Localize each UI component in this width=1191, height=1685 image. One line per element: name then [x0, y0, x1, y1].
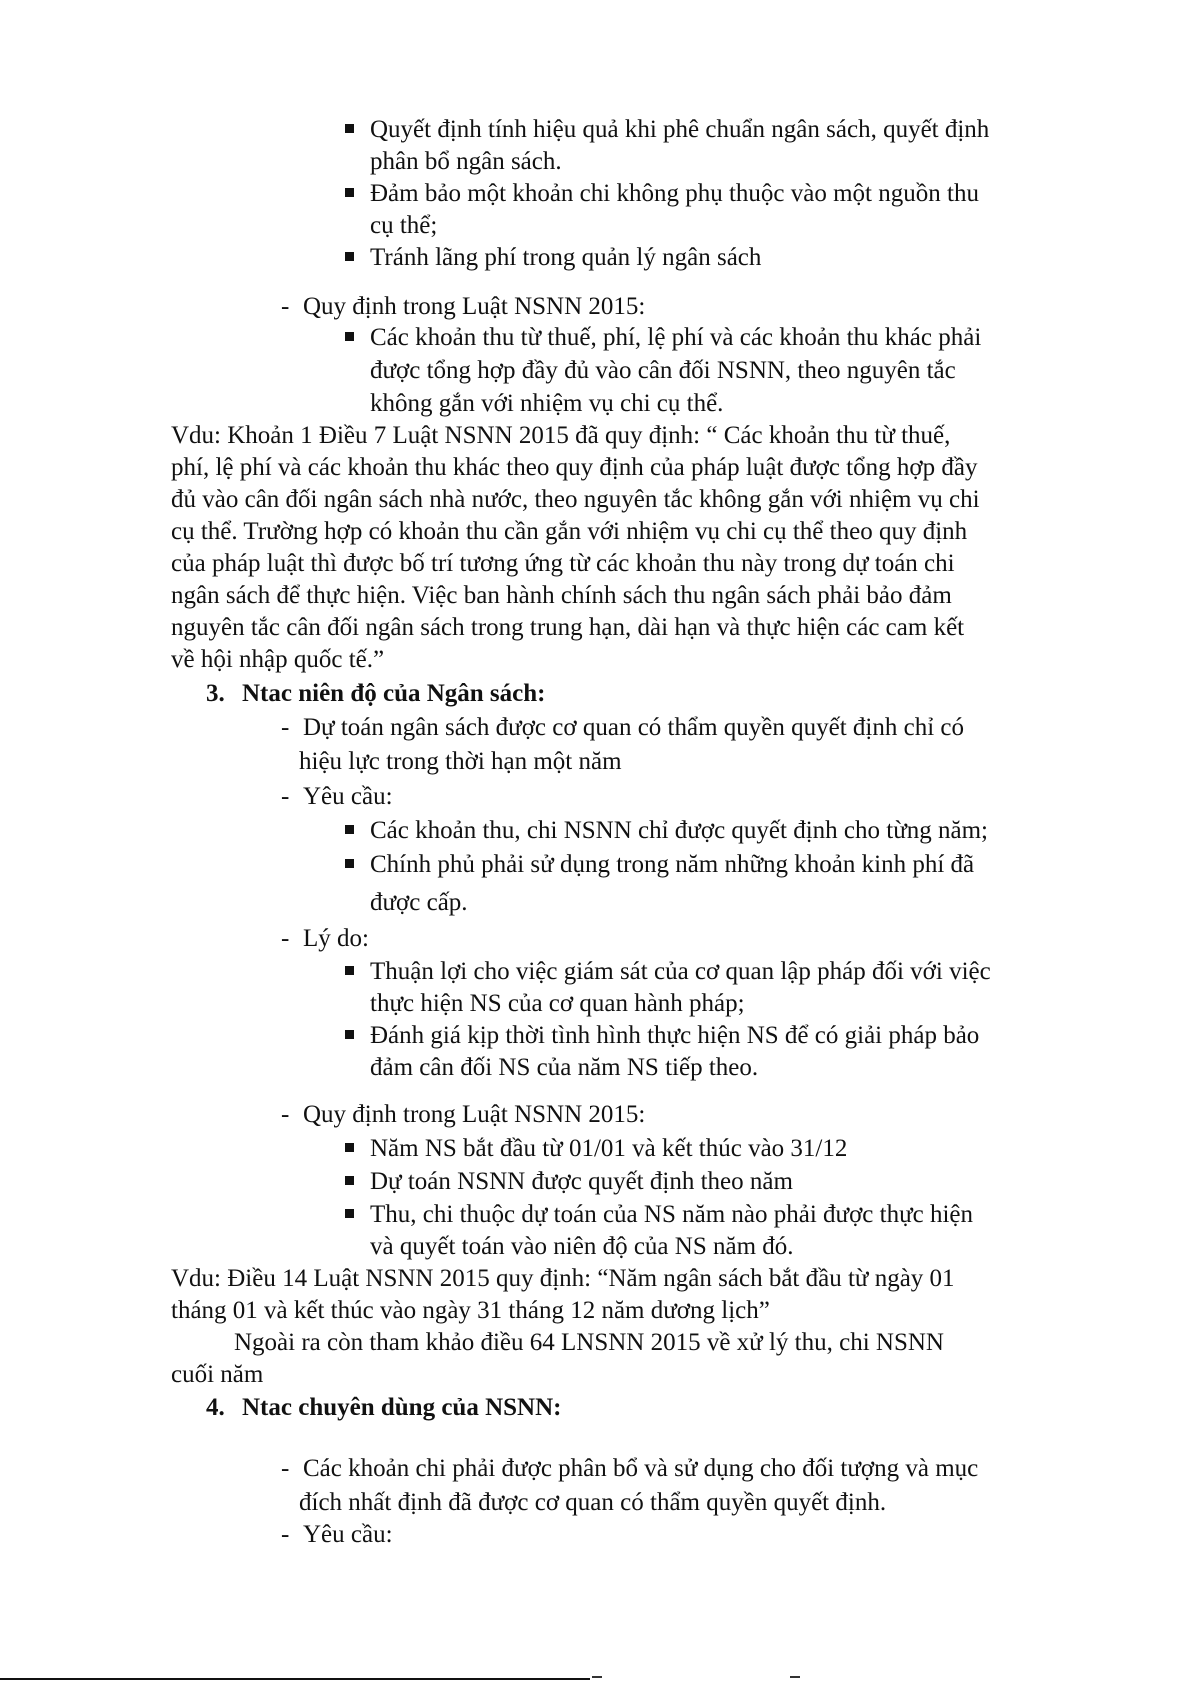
bullet-square	[345, 825, 354, 834]
footer-mark	[790, 1676, 800, 1678]
bullet-text: Tránh lãng phí trong quản lý ngân sách	[370, 244, 762, 271]
bullet-text: phân bổ ngân sách.	[370, 148, 562, 175]
bullet-text: Đảm bảo một khoản chi không phụ thuộc vào một nguồn thu	[370, 180, 979, 207]
bullet-text: Quyết định tính hiệu quả khi phê chuẩn ngân sách, quyết định	[370, 116, 990, 143]
bullet-square	[345, 332, 354, 341]
dash-marker: -	[281, 714, 290, 741]
paragraph-line: của pháp luật thì được bố trí tương ứng từ các khoản thu này trong dự toán chi	[171, 550, 955, 577]
bullet-text: Thu, chi thuộc dự toán của NS năm nào phải được thực hiện	[370, 1201, 974, 1228]
section-heading: Ntac chuyên dùng của NSNN:	[242, 1394, 562, 1421]
bullet-text: Chính phủ phải sử dụng trong năm những khoản kinh phí đã	[370, 851, 975, 878]
bullet-text: được tổng hợp đầy đủ vào cân đối NSNN, theo nguyên tắc	[370, 357, 956, 384]
bullet-square	[345, 859, 354, 868]
bullet-square	[345, 966, 354, 975]
bullet-text: Dự toán NSNN được quyết định theo năm	[370, 1168, 793, 1195]
bullet-text: Năm NS bắt đầu từ 01/01 và kết thúc vào 31/12	[370, 1135, 848, 1162]
dash-marker: -	[281, 925, 290, 952]
dash-marker: -	[281, 783, 290, 810]
dash-text: đích nhất định đã được cơ quan có thẩm quyền quyết định.	[299, 1489, 887, 1516]
dash-text: Quy định trong Luật NSNN 2015:	[303, 293, 646, 320]
dash-marker: -	[281, 1455, 290, 1482]
bullet-text: Các khoản thu, chi NSNN chỉ được quyết định cho từng năm;	[370, 817, 988, 844]
paragraph-line: Vdu: Khoản 1 Điều 7 Luật NSNN 2015 đã quy định: “ Các khoản thu từ thuế,	[171, 422, 951, 449]
bullet-text: không gắn với nhiệm vụ chi cụ thể.	[370, 390, 724, 417]
bullet-text: được cấp.	[370, 889, 468, 916]
paragraph-line: về hội nhập quốc tế.”	[171, 646, 385, 673]
paragraph-line: Vdu: Điều 14 Luật NSNN 2015 quy định: “Năm ngân sách bắt đầu từ ngày 01	[171, 1265, 955, 1292]
bullet-square	[345, 1176, 354, 1185]
bullet-text: và quyết toán vào niên độ của NS năm đó.	[370, 1233, 794, 1260]
bullet-text: Các khoản thu từ thuế, phí, lệ phí và các khoản thu khác phải	[370, 324, 982, 351]
dash-text: Dự toán ngân sách được cơ quan có thẩm quyền quyết định chỉ có	[303, 714, 964, 741]
bullet-text: thực hiện NS của cơ quan hành pháp;	[370, 990, 745, 1017]
bullet-square	[345, 1030, 354, 1039]
paragraph-line: phí, lệ phí và các khoản thu khác theo quy định của pháp luật được tổng hợp đầy	[171, 454, 978, 481]
bullet-square	[345, 124, 354, 133]
dash-text: Yêu cầu:	[303, 1521, 393, 1548]
paragraph-line: cụ thể. Trường hợp có khoản thu cần gắn với nhiệm vụ chi cụ thể theo quy định	[171, 518, 968, 545]
bullet-text: Đánh giá kịp thời tình hình thực hiện NS để có giải pháp bảo	[370, 1022, 980, 1049]
paragraph-line: tháng 01 và kết thúc vào ngày 31 tháng 12 năm dương lịch”	[171, 1297, 770, 1324]
bullet-text: đảm cân đối NS của năm NS tiếp theo.	[370, 1054, 759, 1081]
bullet-square	[345, 188, 354, 197]
dash-marker: -	[281, 293, 290, 320]
dash-marker: -	[281, 1521, 290, 1548]
paragraph-line: nguyên tắc cân đối ngân sách trong trung hạn, dài hạn và thực hiện các cam kết	[171, 614, 965, 641]
bullet-square	[345, 1143, 354, 1152]
dash-text: Các khoản chi phải được phân bổ và sử dụng cho đối tượng và mục	[303, 1455, 979, 1482]
heading-number: 3.	[206, 680, 225, 707]
footer-divider	[0, 1678, 590, 1680]
paragraph-line: ngân sách để thực hiện. Việc ban hành chính sách thu ngân sách phải bảo đảm	[171, 582, 952, 609]
dash-text: Yêu cầu:	[303, 783, 393, 810]
dash-marker: -	[281, 1101, 290, 1128]
bullet-square	[345, 1209, 354, 1218]
paragraph-line: Ngoài ra còn tham khảo điều 64 LNSNN 2015 về xử lý thu, chi NSNN	[234, 1329, 944, 1356]
bullet-square	[345, 252, 354, 261]
bullet-text: cụ thể;	[370, 212, 438, 239]
footer-mark	[592, 1676, 602, 1678]
section-heading: Ntac niên độ của Ngân sách:	[242, 680, 546, 707]
dash-text: hiệu lực trong thời hạn một năm	[299, 748, 622, 775]
paragraph-line: cuối năm	[171, 1361, 264, 1388]
dash-text: Lý do:	[303, 925, 369, 952]
dash-text: Quy định trong Luật NSNN 2015:	[303, 1101, 646, 1128]
paragraph-line: đủ vào cân đối ngân sách nhà nước, theo nguyên tắc không gắn với nhiệm vụ chi	[171, 486, 980, 513]
heading-number: 4.	[206, 1394, 225, 1421]
bullet-text: Thuận lợi cho việc giám sát của cơ quan lập pháp đối với việc	[370, 958, 991, 985]
